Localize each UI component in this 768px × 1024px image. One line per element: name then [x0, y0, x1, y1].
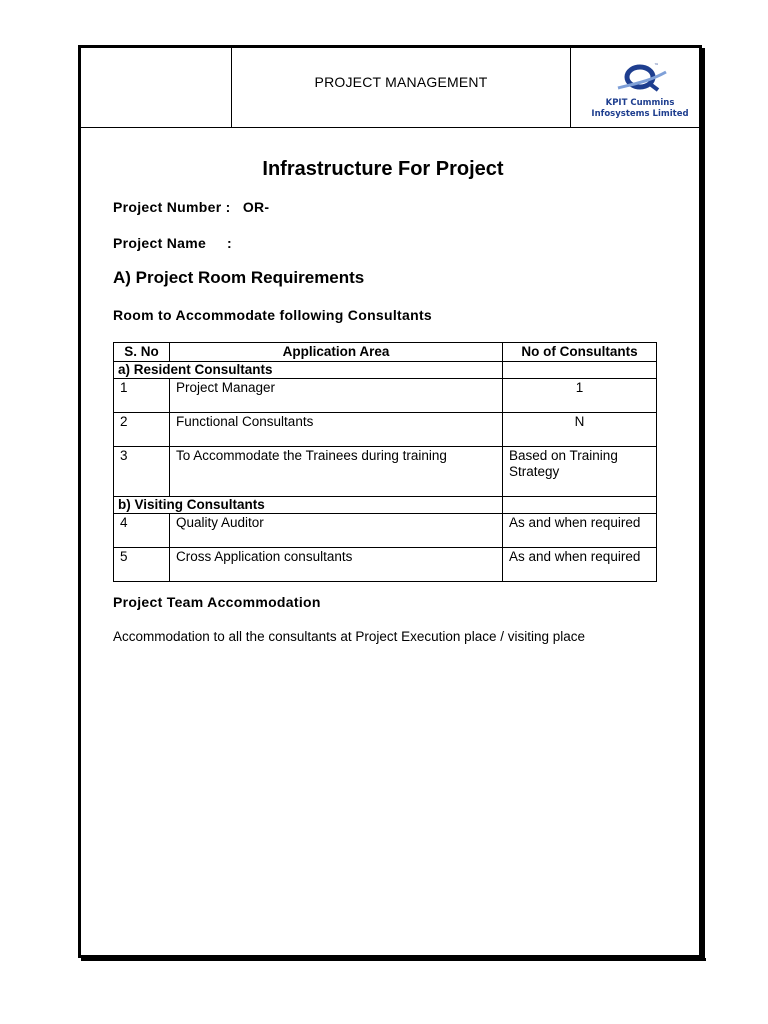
table-cell: 2: [114, 413, 170, 447]
page-shadow: [81, 958, 706, 961]
table-cell: [503, 362, 657, 379]
logo-text: Infosystems Limited: [591, 109, 689, 119]
table-cell: Quality Auditor: [170, 514, 503, 548]
consultants-table: [113, 342, 657, 582]
table-cell: 1: [114, 379, 170, 413]
table-cell: Functional Consultants: [170, 413, 503, 447]
table-cell: As and when required: [503, 514, 657, 548]
team-text: Accommodation to all the consultants at Project Execution place / visiting place: [113, 629, 585, 644]
table-cell: 4: [114, 514, 170, 548]
table-row: [114, 514, 657, 548]
table-row: [114, 548, 657, 582]
table-cell: Project Manager: [170, 379, 503, 413]
project-number-row: [113, 199, 269, 215]
column-header: S. No: [114, 343, 170, 362]
column-header: No of Consultants: [503, 343, 657, 362]
project-name-label: Project Name :: [113, 235, 232, 251]
table-cell: 5: [114, 548, 170, 582]
logo-text: KPIT Cummins: [605, 98, 675, 108]
table-cell: N: [503, 413, 657, 447]
table-group-row: [114, 497, 657, 514]
section-heading: A) Project Room Requirements: [113, 268, 365, 287]
table-cell: 3: [114, 447, 170, 497]
team-heading: Project Team Accommodation: [113, 594, 321, 610]
sub-heading: Room to Accommodate following Consultants: [113, 307, 433, 323]
logo-icon: [588, 58, 692, 96]
project-number-label: Project Number :: [113, 199, 231, 215]
table-cell: Cross Application consultants: [170, 548, 503, 582]
table-cell: [503, 497, 657, 514]
table-header-row: [114, 343, 657, 362]
document-title: Infrastructure For Project: [262, 158, 504, 180]
table-cell: As and when required: [503, 548, 657, 582]
project-name-row: [113, 235, 232, 251]
table-row: [114, 413, 657, 447]
project-number-value: OR-: [242, 199, 270, 215]
table-row: [114, 447, 657, 497]
header-divider: [81, 127, 702, 128]
page-shadow: [702, 48, 705, 961]
table-cell: 1: [503, 379, 657, 413]
table-cell: To Accommodate the Trainees during training: [170, 447, 503, 497]
group-label: b) Visiting Consultants: [114, 497, 503, 514]
company-logo: [588, 58, 692, 124]
table-row: [114, 379, 657, 413]
table-group-row: [114, 362, 657, 379]
svg-text:™: ™: [654, 63, 659, 69]
table-cell: Based on Training Strategy: [503, 447, 657, 497]
group-label: a) Resident Consultants: [114, 362, 503, 379]
header-title: PROJECT MANAGEMENT: [314, 74, 488, 90]
header-divider: [570, 48, 571, 128]
column-header: Application Area: [170, 343, 503, 362]
